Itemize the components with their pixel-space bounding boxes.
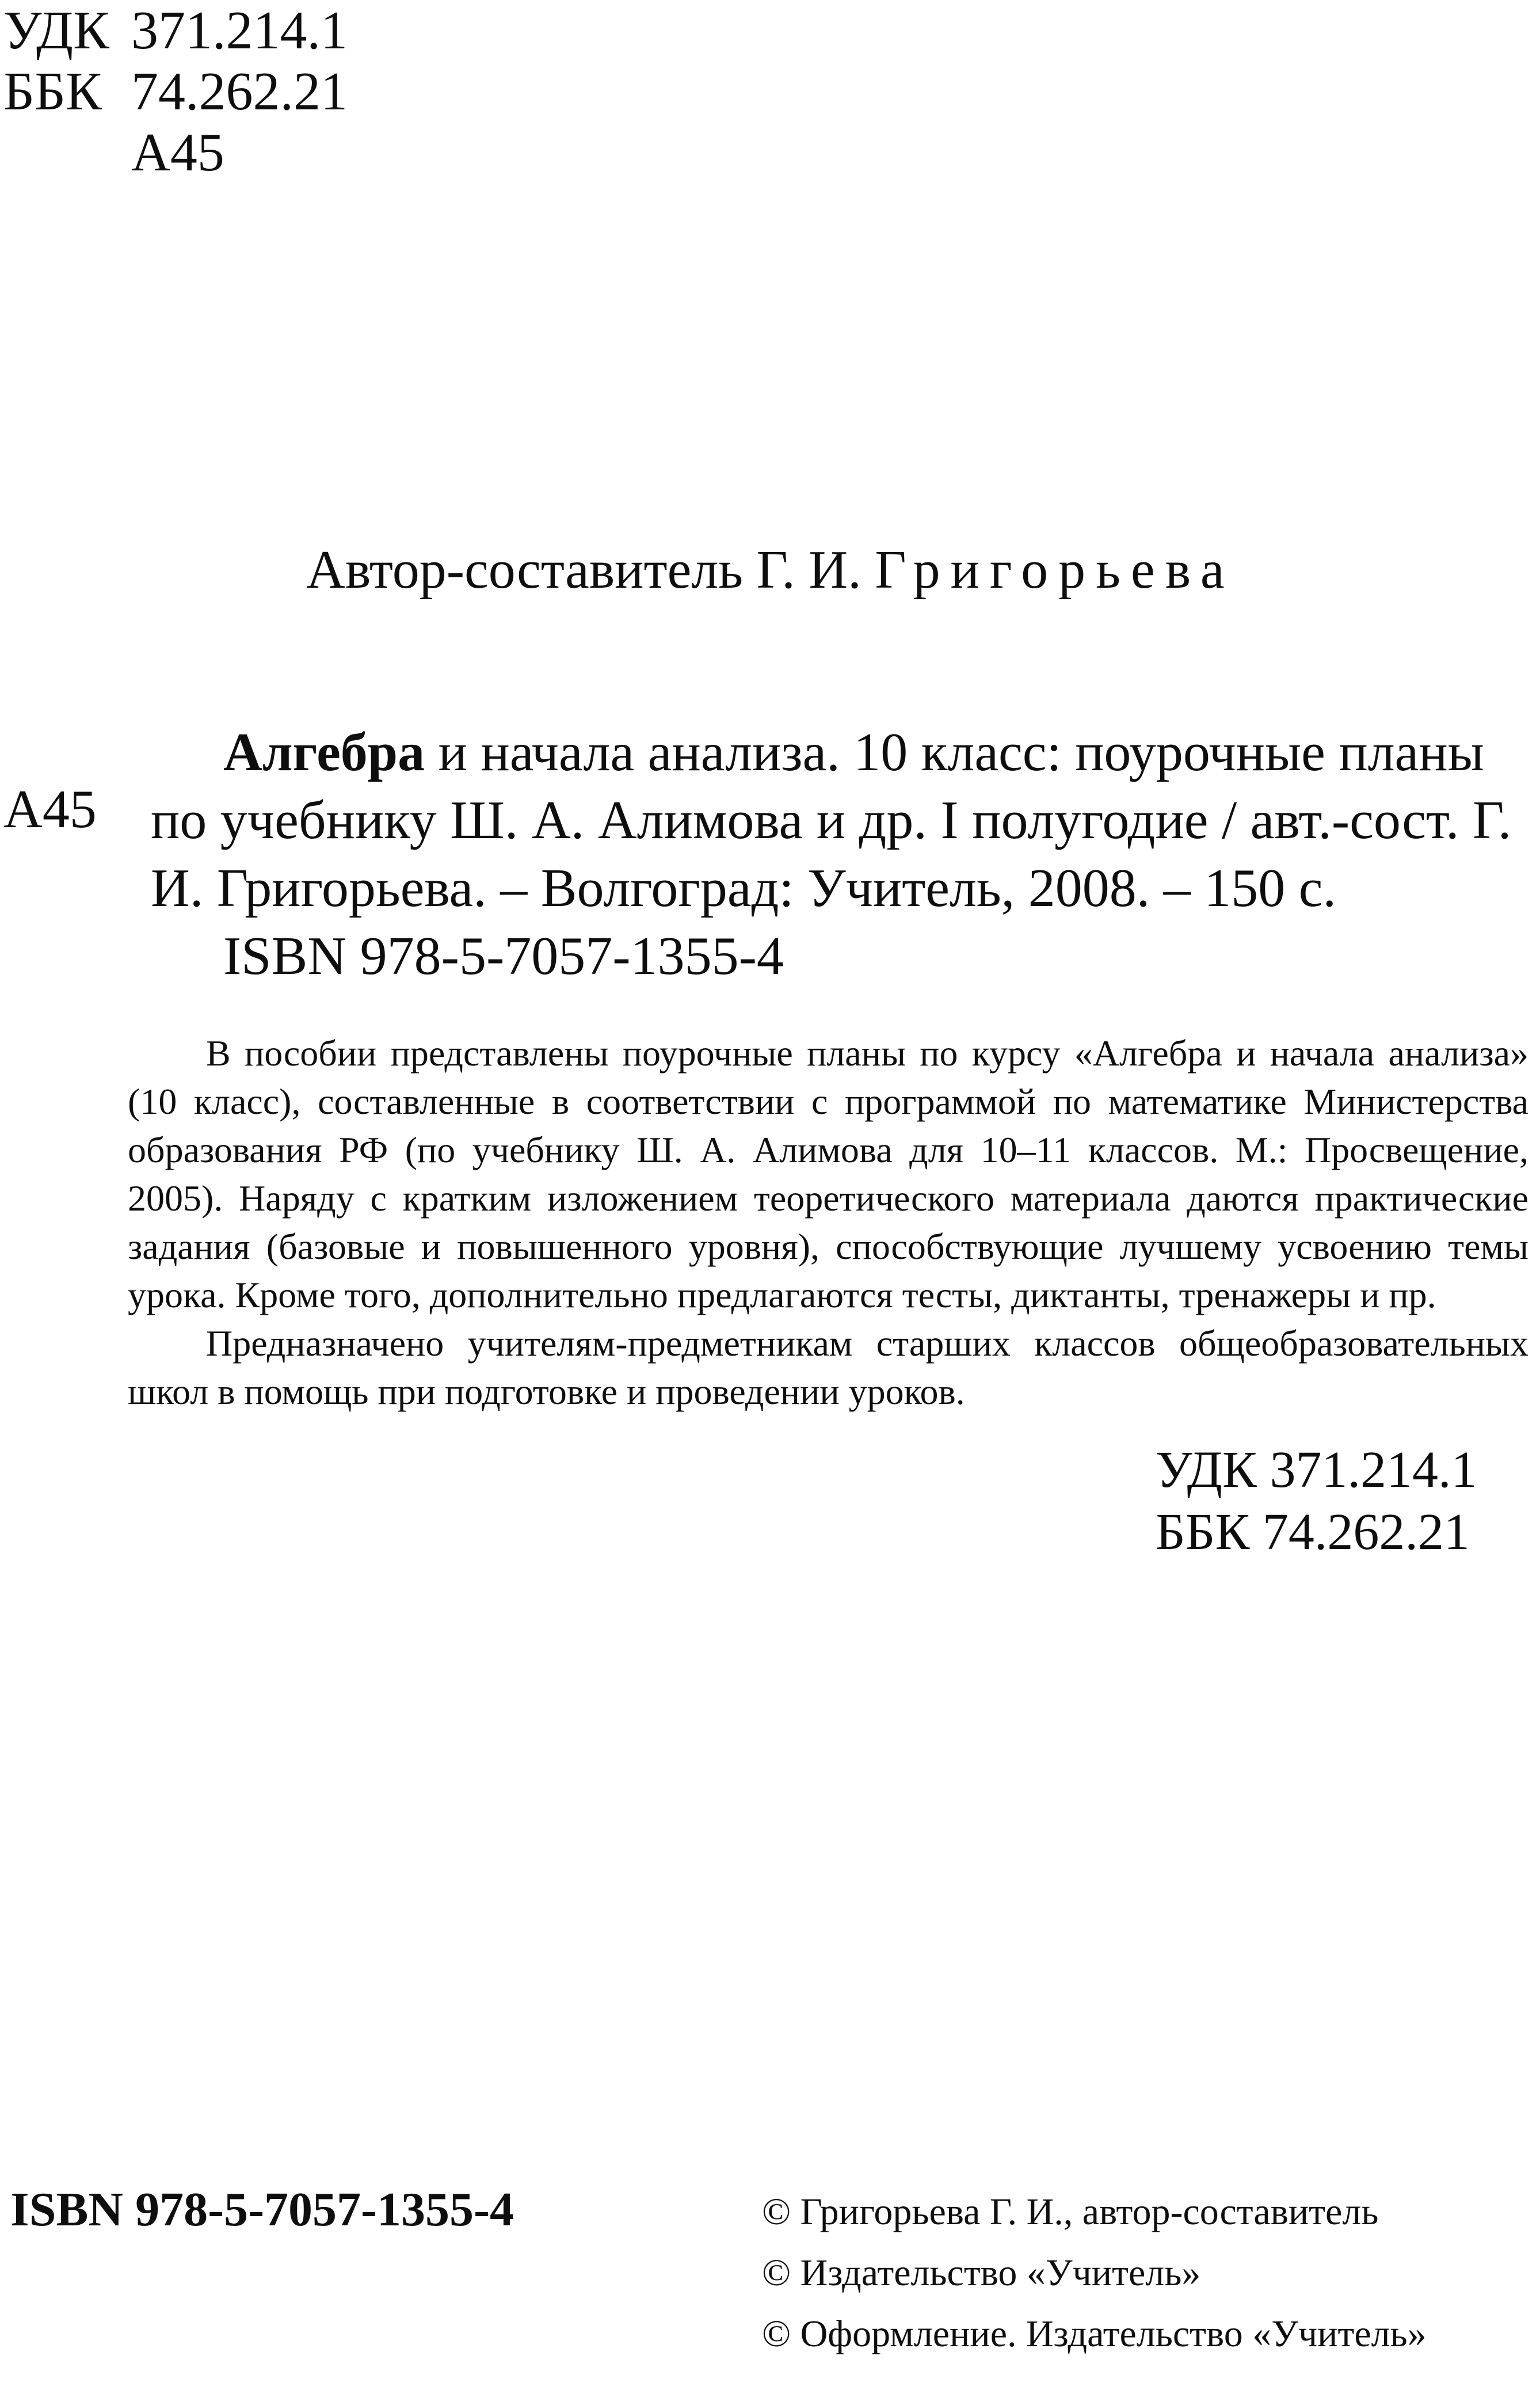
classification-block bbox=[3, 0, 348, 183]
annotation bbox=[128, 1029, 1528, 1416]
copyright-line: © Оформление. Издательство «Учитель» bbox=[762, 2313, 1427, 2355]
annotation-paragraph: В пособии представлены поурочные планы по курсу «Алгебра и начала анализа» (10 класс), составленные в соответствии с программой по математике Министерства образования РФ (по учебнику Ш. А. Алимова для 10–11 классов. М.: Просвещение, 2005). Наряду с кратким изложением теоретического материала даются практические задания (базовые и повышенного уровня), способствующие лучшему усвоению темы урока. Кроме того, дополнительно предлагаются тесты, диктанты, тренажеры и пр. bbox=[128, 1033, 1528, 1315]
bbk-code: 74.262.21 bbox=[131, 62, 348, 121]
copyright-line: © Григорьева Г. И., автор-составитель bbox=[762, 2191, 1379, 2233]
author-mark: А45 bbox=[131, 123, 224, 182]
copyright-line: © Издательство «Учитель» bbox=[762, 2252, 1201, 2294]
author-surname: Григорьева bbox=[875, 540, 1235, 600]
bibliographic-record bbox=[151, 718, 1526, 990]
copyright-block bbox=[762, 2182, 1427, 2365]
udk-code: 371.214.1 bbox=[131, 1, 348, 60]
bibliographic-isbn: ISBN 978-5-7057-1355-4 bbox=[223, 926, 784, 986]
author-prefix: Автор-составитель Г. И. bbox=[306, 540, 862, 600]
classification-codes-repeat bbox=[1156, 1439, 1477, 1563]
udk-line: УДК 371.214.1 bbox=[1156, 1441, 1477, 1498]
bibliographic-side-mark: А45 bbox=[3, 779, 97, 839]
description-text: и начала анализа. 10 класс: поурочные планы по учебнику Ш. А. Алимова и др. I полугодие / авт.-сост. Г. И. Григорьева. – Волгоград: Учитель, 2008. – 150 с. bbox=[151, 722, 1512, 918]
udk-label: УДК bbox=[3, 1, 109, 60]
bbk-line: ББК 74.262.21 bbox=[1156, 1504, 1470, 1561]
udk-row bbox=[3, 0, 348, 61]
footer-isbn: ISBN 978-5-7057-1355-4 bbox=[10, 2183, 514, 2236]
bbk-row bbox=[3, 61, 348, 122]
book-title: Алгебра bbox=[223, 722, 425, 782]
bbk-label: ББК bbox=[3, 62, 102, 121]
author-line bbox=[306, 539, 1235, 601]
bibliographic-description bbox=[151, 718, 1526, 922]
annotation-paragraph: Предназначено учителям-предметникам старших классов общеобразовательных школ в помощь при подготовке и проведении уроков. bbox=[128, 1323, 1528, 1412]
